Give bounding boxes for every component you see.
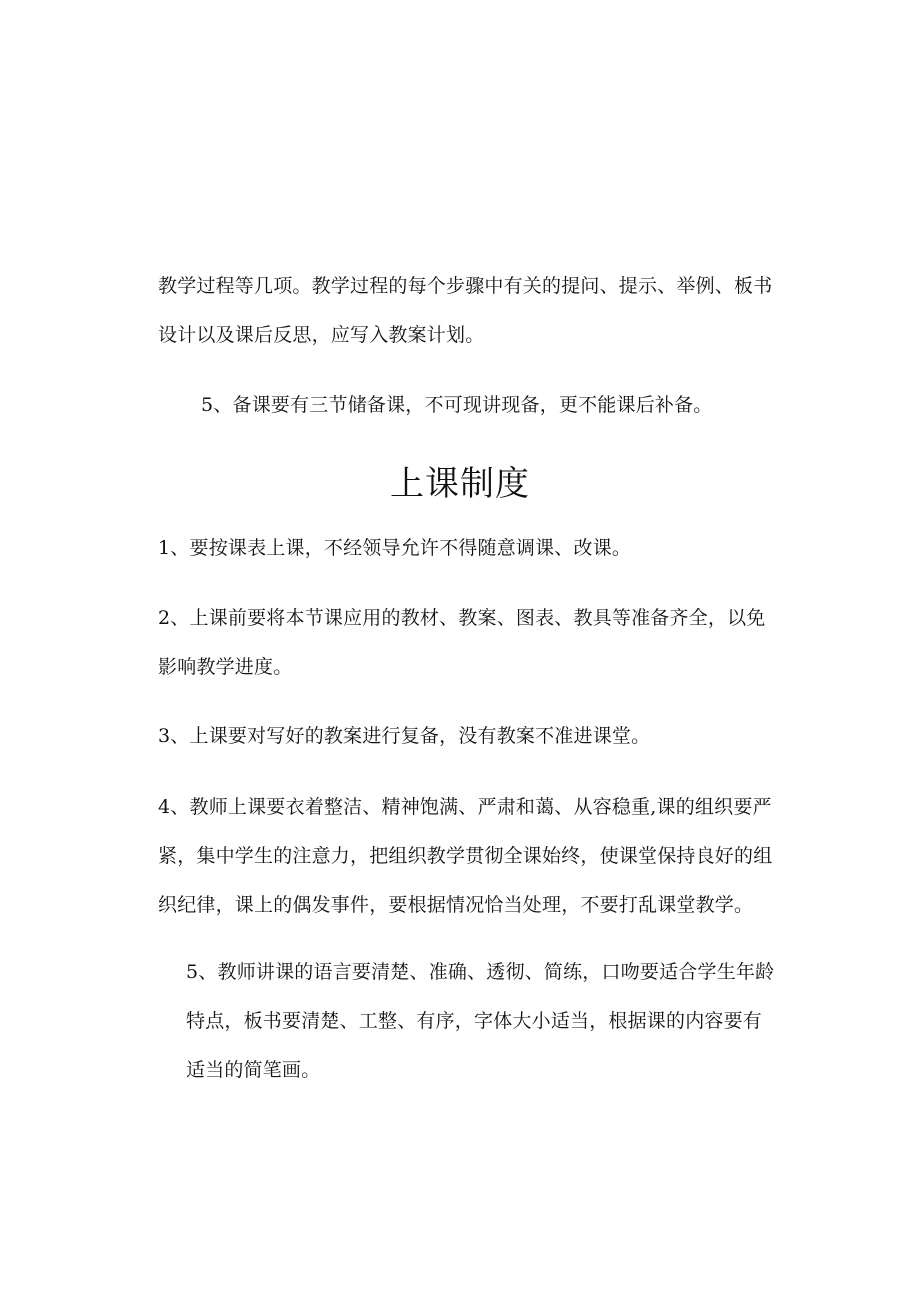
prep-item-5 xyxy=(201,381,713,430)
paragraph-line: 5、备课要有三节储备课，不可现讲现备，更不能课后补备。 xyxy=(201,394,713,416)
paragraph-line: 特点，板书要清楚、工整、有序，字体大小适当，根据课的内容要有 xyxy=(186,1010,763,1032)
paragraph-line: 教学过程等几项。教学过程的每个步骤中有关的提问、提示、举例、板书 xyxy=(158,275,773,297)
paragraph-line: 2、上课前要将本节课应用的教材、教案、图表、教具等准备齐全，以免 xyxy=(158,607,766,629)
class-rule-2 xyxy=(158,594,766,692)
class-rule-4 xyxy=(158,783,772,930)
class-rule-3 xyxy=(158,712,650,761)
paragraph-line: 4、教师上课要衣着整洁、精神饱满、严肃和蔼、从容稳重,课的组织要严 xyxy=(158,796,772,818)
class-rule-1 xyxy=(158,524,631,573)
class-rule-5 xyxy=(186,948,774,1095)
paragraph-line: 5、教师讲课的语言要清楚、准确、透彻、简练，口吻要适合学生年龄 xyxy=(186,961,775,983)
paragraph-line: 紧，集中学生的注意力，把组织教学贯彻全课始终，使课堂保持良好的组 xyxy=(158,845,773,867)
paragraph-line: 影响教学进度。 xyxy=(158,656,293,678)
paragraph-line: 织纪律，课上的偶发事件，要根据情况恰当处理，不要打乱课堂教学。 xyxy=(158,894,754,916)
paragraph-line: 1、要按课表上课，不经领导允许不得随意调课、改课。 xyxy=(158,537,632,559)
paragraph-line: 设计以及课后反思，应写入教案计划。 xyxy=(158,324,485,346)
continued-paragraph xyxy=(158,262,772,360)
paragraph-line: 3、上课要对写好的教案进行复备，没有教案不准进课堂。 xyxy=(158,725,651,747)
section-title: 上课制度 xyxy=(390,464,530,504)
paragraph-line: 适当的简笔画。 xyxy=(186,1059,321,1081)
